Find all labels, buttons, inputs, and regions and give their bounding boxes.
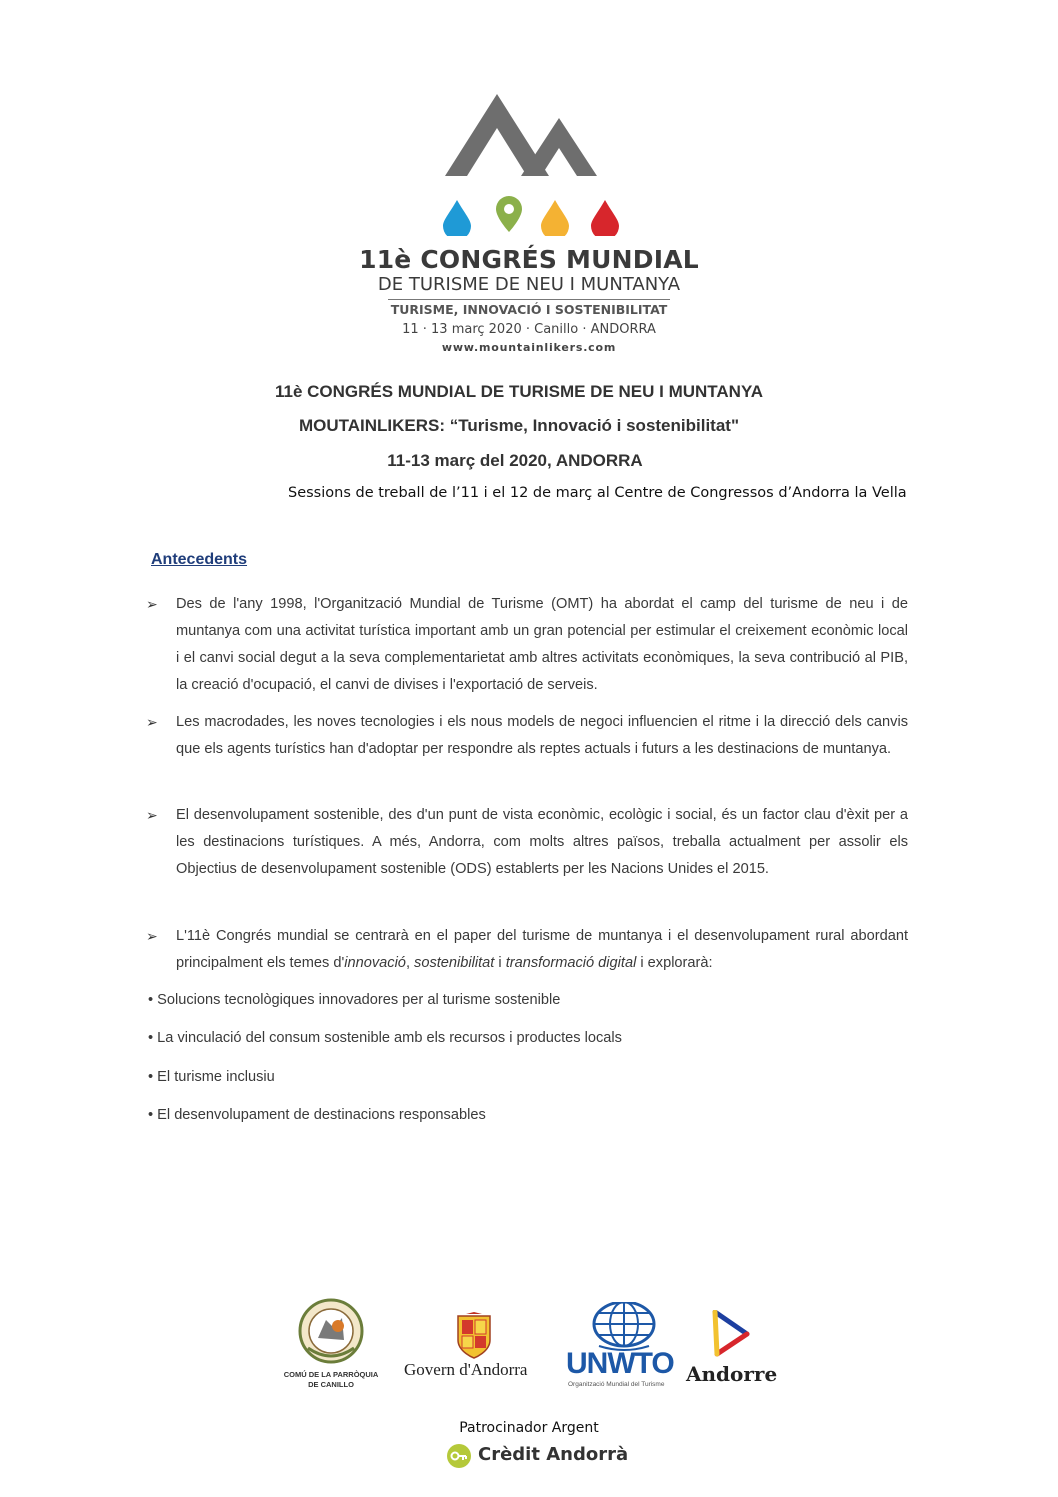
pin-green-icon — [496, 196, 522, 232]
canillo-logo-text — [272, 1370, 390, 1390]
congress-logo-mark — [437, 92, 631, 236]
arrow-bullet-icon: ➢ — [146, 807, 158, 823]
sessions-note: Sessions de treball de l’11 i el 12 de març al Centre de Congressos d’Andorra la Vella — [288, 485, 907, 501]
canillo-line2: DE CANILLO — [308, 1380, 354, 1389]
sponsor-label: Patrocinador Argent — [459, 1420, 599, 1436]
paragraph-text — [176, 923, 908, 977]
sub-list-item: • La vinculació del consum sostenible amb els recursos i productes locals — [148, 1030, 622, 1046]
document-dates: 11-13 març del 2020, ANDORRA — [387, 451, 643, 470]
logo-dates: 11 · 13 març 2020 · Canillo · ANDORRA — [402, 322, 656, 337]
credit-andorra-icon — [447, 1444, 471, 1468]
paragraph-text-part: , — [405, 955, 415, 971]
unwto-logo-subtext: Organització Mundial del Turisme — [568, 1381, 665, 1388]
canillo-line1: COMÚ DE LA PARRÒQUIA — [283, 1370, 379, 1379]
sub-list-item: • El turisme inclusiu — [148, 1069, 275, 1085]
logo-divider — [388, 299, 670, 300]
andorra-shield-icon — [454, 1312, 494, 1360]
paragraph-text-part: i — [494, 955, 506, 971]
unwto-globe-icon — [585, 1302, 663, 1352]
bullet-paragraph — [146, 709, 908, 763]
document-subtitle: MOUTAINLIKERS: “Turisme, Innovació i sostenibilitat" — [298, 416, 740, 435]
logo-tagline: TURISME, INNOVACIÓ I SOSTENIBILITAT — [390, 302, 668, 317]
paragraph-emphasis: transformació digital — [505, 955, 637, 971]
arrow-bullet-icon: ➢ — [146, 928, 158, 944]
unwto-logo-text: UNWTO — [566, 1347, 674, 1380]
logo-title: 11è CONGRÉS MUNDIAL — [359, 245, 699, 274]
document-title: 11è CONGRÉS MUNDIAL DE TURISME DE NEU I MUNTANYA — [274, 382, 764, 401]
drop-yellow-icon — [541, 200, 569, 236]
paragraph-emphasis: sostenibilitat — [414, 955, 495, 971]
arrow-bullet-icon: ➢ — [146, 596, 158, 612]
bullet-paragraph — [146, 591, 908, 699]
paragraph-emphasis: innovació — [344, 955, 406, 971]
paragraph-text: El desenvolupament sostenible, des d'un punt de vista econòmic, ecològic i social, és un factor clau d'èxit per a les destinacions turístiques. A més, Andorra, com molts altres països, treballa actualment per assolir els Objectius de desenvolupament sostenible (ODS) establerts per les Nacions Unides el 2015. — [176, 807, 908, 877]
sub-list-item: • Solucions tecnològiques innovadores per al turisme sostenible — [148, 992, 561, 1008]
section-heading: Antecedents — [151, 551, 248, 568]
arrow-bullet-icon: ➢ — [146, 714, 158, 730]
paragraph-text-part: L'11è Congrés mundial se centrarà en el paper del turisme de muntanya i el desenvolupament rural abordant principalment els temes d' — [176, 928, 908, 971]
logo-website[interactable]: www.mountainlikers.com — [441, 341, 617, 354]
logo-subtitle: DE TURISME DE NEU I MUNTANYA — [377, 274, 681, 295]
bullet-paragraph — [146, 923, 908, 977]
govern-andorra-logo-text: Govern d'Andorra — [404, 1360, 528, 1379]
paragraph-text-part: i explorarà: — [636, 955, 713, 971]
mountain-right — [521, 118, 597, 176]
paragraph-text: Des de l'any 1998, l'Organització Mundial de Turisme (OMT) ha abordat el camp del turisme de neu i de muntanya com una activitat turística important amb un gran potencial per estimular el creixement econòmic local i el canvi social degut a la seva complementarietat amb altres activitats econòmiques, la seva contribució al PIB, la creació d'ocupació, el canvi de divises i l'exportació de serveis. — [176, 596, 908, 693]
andorre-brand-mark-icon — [711, 1310, 751, 1358]
andorre-logo-text: Andorre — [686, 1362, 778, 1386]
canillo-seal-icon — [298, 1298, 364, 1364]
paragraph-text: Les macrodades, les noves tecnologies i els nous models de negoci influencien el ritme i la direcció dels canvis que els agents turístics han d'adoptar per respondre als reptes actuals i futurs a les destinacions de muntanya. — [176, 714, 908, 757]
bullet-paragraph — [146, 802, 908, 883]
sub-list-item: • El desenvolupament de destinacions responsables — [148, 1107, 486, 1123]
drop-blue-icon — [443, 200, 471, 236]
sponsor-name: Crèdit Andorrà — [478, 1444, 629, 1465]
drop-red-icon — [591, 200, 619, 236]
